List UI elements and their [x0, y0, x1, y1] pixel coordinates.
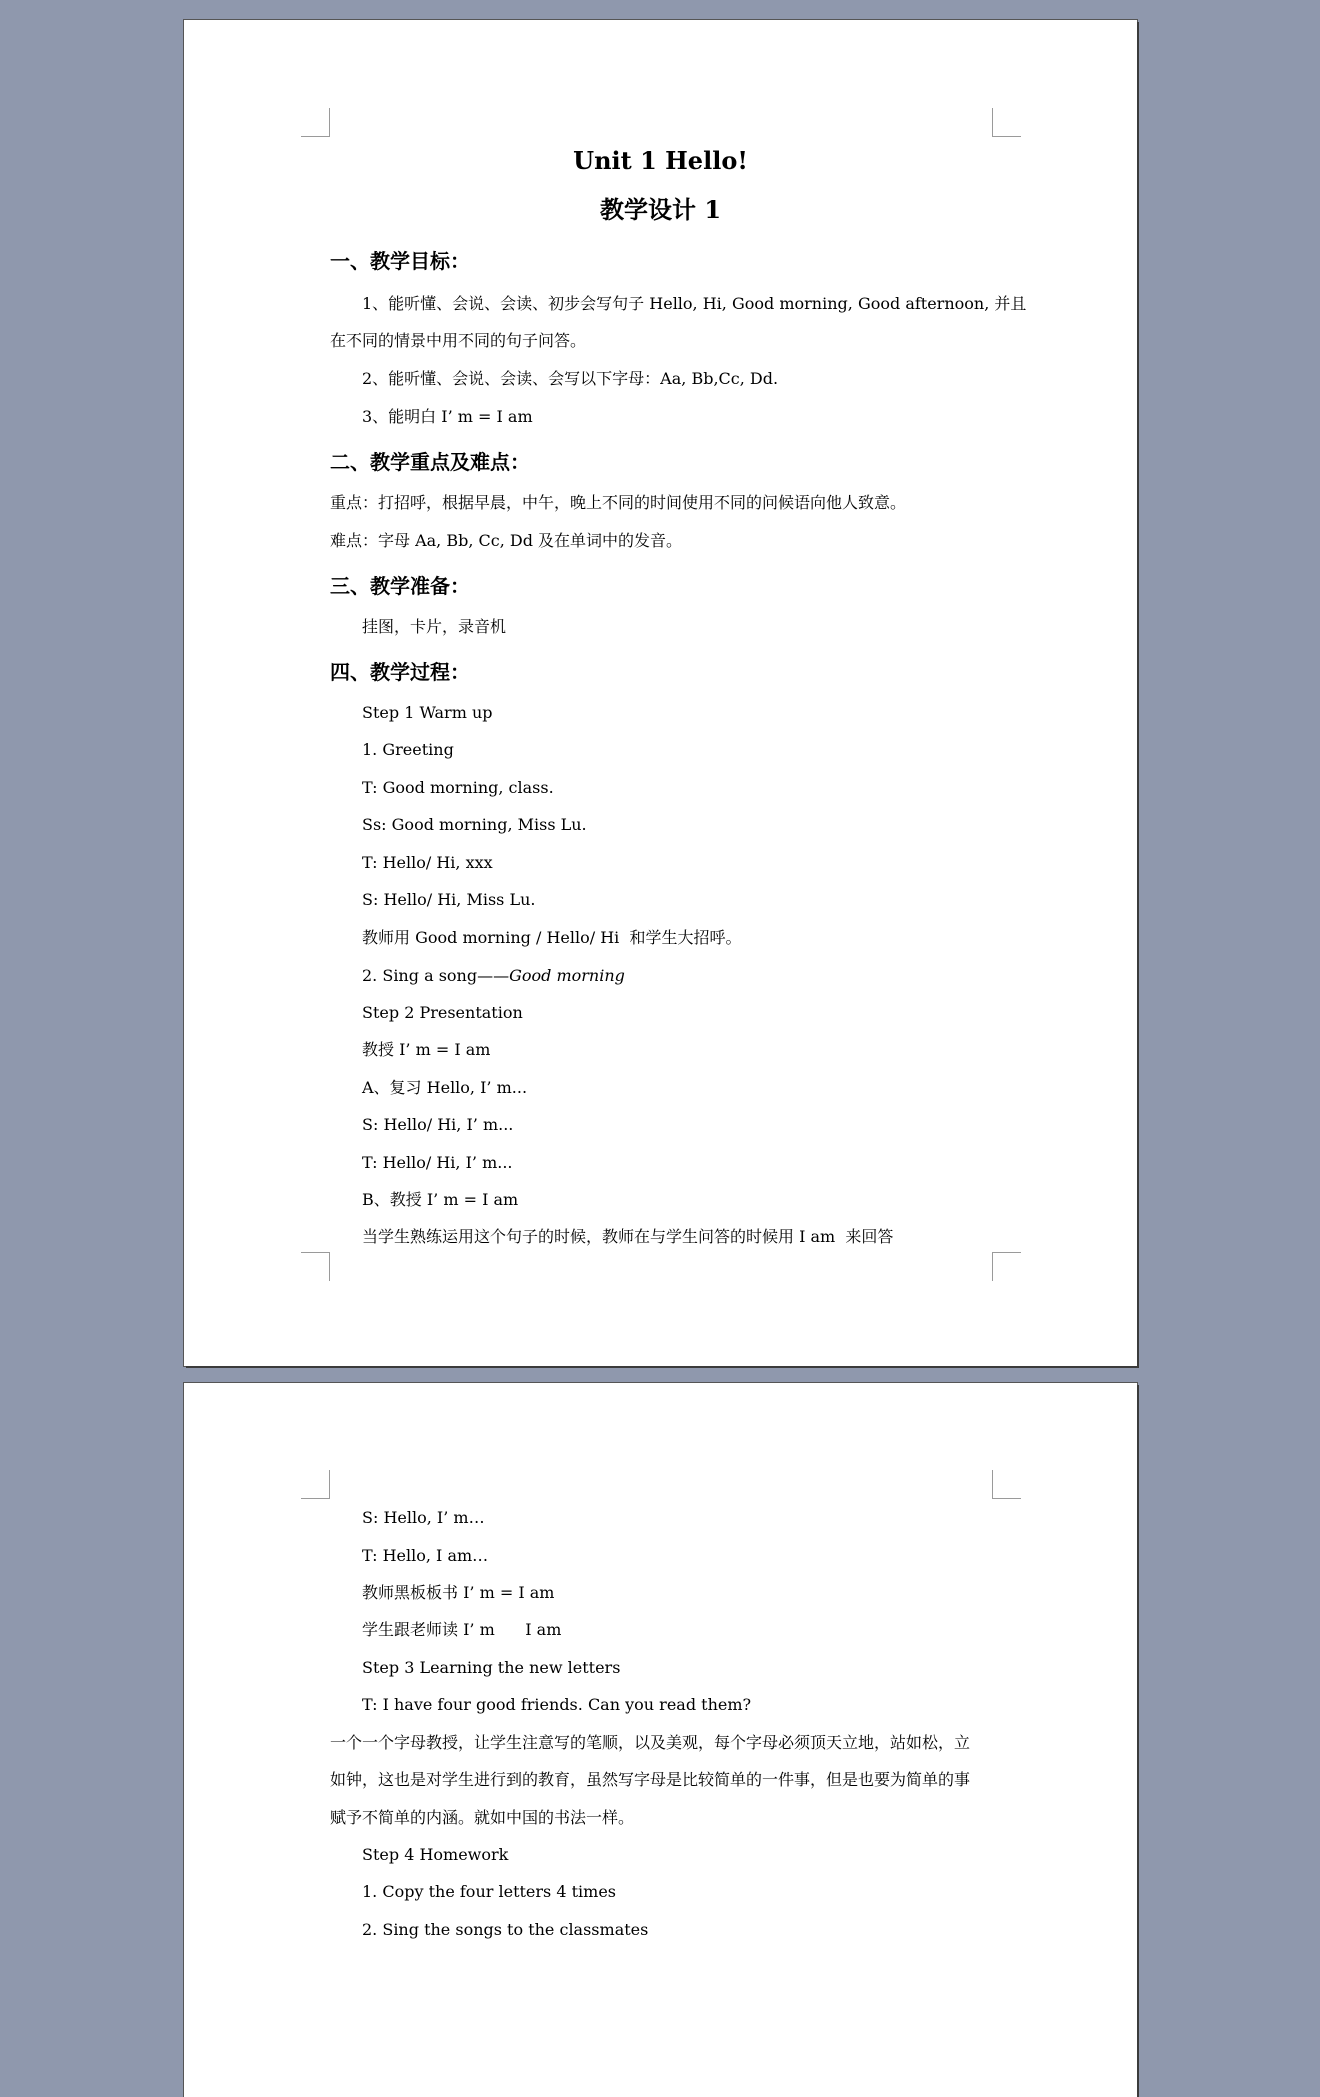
document-title: Unit 1 Hello!: [573, 146, 748, 175]
paragraph-line: Step 2 Presentation: [362, 1003, 523, 1022]
margin-mark-bottom-left: [301, 1252, 330, 1281]
song-prefix: 2. Sing a song——: [362, 966, 510, 985]
margin-mark-top-right: [992, 1470, 1021, 1499]
paragraph-line: T: Hello/ Hi, xxx: [362, 853, 493, 872]
paragraph-line: 重点：打招呼，根据早晨，中午，晚上不同的时间使用不同的问候语向他人致意。: [330, 493, 907, 512]
paragraph-line: 挂图，卡片，录音机: [362, 617, 507, 636]
paragraph-line: 在不同的情景中用不同的句子问答。: [330, 331, 587, 350]
paragraph-line: 教授 I’ m = I am: [362, 1040, 491, 1059]
paragraph-line: Step 3 Learning the new letters: [362, 1658, 621, 1677]
paragraph-line: 一个一个字母教授，让学生注意写的笔顺，以及美观，每个字母必须顶天立地，站如松，立: [330, 1733, 971, 1752]
margin-mark-top-left: [301, 108, 330, 137]
paragraph-line: S: Hello/ Hi, I’ m...: [362, 1115, 514, 1134]
paragraph-line: 难点：字母 Aa, Bb, Cc, Dd 及在单词中的发音。: [330, 531, 683, 550]
paragraph-line: T: Good morning, class.: [362, 778, 554, 797]
paragraph-line: 赋予不简单的内涵。就如中国的书法一样。: [330, 1808, 635, 1827]
paragraph-line: S: Hello/ Hi, Miss Lu.: [362, 890, 536, 909]
paragraph-line: T: Hello/ Hi, I’ m...: [362, 1153, 513, 1172]
paragraph-line: 教师用 Good morning / Hello/ Hi 和学生大招呼。: [362, 928, 742, 947]
song-title: Good morning: [509, 966, 625, 985]
margin-mark-top-right: [992, 108, 1021, 137]
margin-mark-bottom-right: [992, 1252, 1021, 1281]
section-heading: 一、教学目标：: [330, 249, 470, 273]
section-heading: 四、教学过程：: [330, 660, 470, 684]
paragraph-line: 3、能明白 I’ m = I am: [362, 407, 533, 426]
section-heading: 三、教学准备：: [330, 574, 470, 598]
paragraph-line: 当学生熟练运用这个句子的时候，教师在与学生问答的时候用 I am 来回答: [362, 1227, 894, 1246]
paragraph-line: Ss: Good morning, Miss Lu.: [362, 815, 587, 834]
document-page-2: [184, 1383, 1137, 2097]
paragraph-line: 1、能听懂、会说、会读、初步会写句子 Hello, Hi, Good morning, Good afternoon, 并且: [362, 294, 1027, 313]
document-subtitle: 教学设计 1: [599, 195, 722, 224]
paragraph-line: 2、能听懂、会说、会读、会写以下字母：Aa, Bb,Cc, Dd.: [362, 369, 779, 388]
paragraph-line: S: Hello, I’ m…: [362, 1508, 485, 1527]
paragraph-line: 学生跟老师读 I’ m I am: [362, 1620, 562, 1639]
paragraph-line: 2. Sing the songs to the classmates: [362, 1920, 649, 1939]
section-heading: 二、教学重点及难点：: [330, 450, 530, 474]
paragraph-line: B、教授 I’ m = I am: [362, 1190, 519, 1209]
paragraph-line: 1. Greeting: [362, 740, 454, 759]
paragraph-line: T: I have four good friends. Can you read them?: [362, 1695, 752, 1714]
paragraph-line: T: Hello, I am…: [362, 1546, 489, 1565]
paragraph-line: Step 1 Warm up: [362, 703, 493, 722]
paragraph-line: 如钟，这也是对学生进行到的教育，虽然写字母是比较简单的一件事，但是也要为简单的事: [330, 1770, 971, 1789]
margin-mark-top-left: [301, 1470, 330, 1499]
paragraph-line: Step 4 Homework: [362, 1845, 509, 1864]
document-page-1: [184, 20, 1137, 1366]
paragraph-line: [362, 966, 625, 986]
paragraph-line: 教师黑板板书 I’ m = I am: [362, 1583, 555, 1602]
paragraph-line: 1. Copy the four letters 4 times: [362, 1882, 616, 1901]
paragraph-line: A、复习 Hello, I’ m...: [362, 1078, 528, 1097]
